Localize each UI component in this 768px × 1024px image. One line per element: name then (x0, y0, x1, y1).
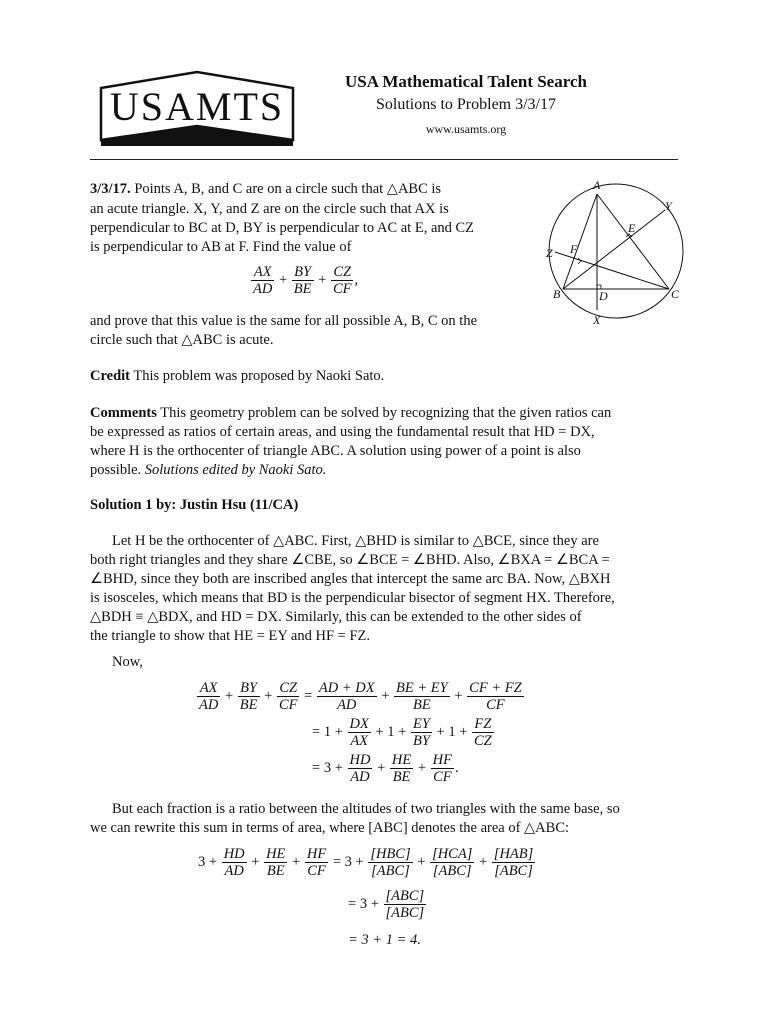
fraction: $\frac{CZ}{CF}$ (332, 264, 352, 297)
problem-line-3: perpendicular to BC at D, BY is perpendicular to AC at E, and CZ (90, 220, 475, 236)
solution-p1-line-2: both right triangles and they share ∠CBE, so ∠BCE = ∠BHD. Also, ∠BXA = ∠BCA = (90, 552, 610, 568)
credit-label: Credit (90, 368, 131, 384)
comments-line-2: be expressed as ratios of certain areas, and using the fundamental result that HD = DX, (90, 424, 595, 440)
equation-1-row-2: = 1 + $\frac{DX}{AX}$ + 1 + $\frac{EY}{BY}$ + 1 + $\frac{FZ}{CZ}$ (312, 716, 492, 749)
fraction: $\frac{BY}{BE}$ (293, 264, 312, 297)
equation-2-row-1: 3 + $\frac{HD}{AD}$ + $\frac{HE}{BE}$ + $\frac{HF}{CF}$ = 3 + $\frac{\text{[HBC]}}{\text{[ABC]}}$ + $\frac{\text{[HCA]}}{\text{[ABC]}}$ + $\frac{\text{[HAB]}}{\text{[ABC]}}$ (198, 846, 534, 879)
problem-subtitle: Solutions to Problem 3/3/17 (375, 96, 556, 113)
label-F: F (570, 242, 578, 256)
solution-p1-line-6: the triangle to show that HE = EY and HF = FZ. (90, 628, 371, 644)
problem-expression: $\frac{AX}{AD}$ + $\frac{BY}{BE}$ + $\frac{CZ}{CF}$ , (253, 264, 359, 297)
solution-heading: Solution 1 by: Justin Hsu (11/CA) (90, 497, 299, 513)
credit-text: This problem was proposed by Naoki Sato. (133, 368, 385, 384)
equation-2-row-3: = 3 + 1 = 4. (348, 932, 421, 948)
solution-p1-line-4: is isosceles, which means that BD is the perpendicular bisector of segment HX. Therefore, (90, 590, 615, 606)
equation-1-row-1: $\frac{AX}{AD}$ + $\frac{BY}{BE}$ + $\frac{CZ}{CF}$ = $\frac{AD + DX}{AD}$ + $\frac{BE + EY}{BE}$ + $\frac{CF + FZ}{CF}$ (199, 680, 522, 713)
label-Z: Z (546, 246, 553, 260)
solution-p1-line-3: ∠BHD, since they both are inscribed angles that intercept the same arc BA. Now, △BXH (90, 571, 611, 587)
problem-line-5: and prove that this value is the same for all possible A, B, C on the (90, 313, 478, 329)
label-A: A (593, 178, 601, 192)
comments-line-1: Comments This geometry problem can be solved by recognizing that the given ratios can (90, 405, 612, 421)
comments-line-4: possible. Solutions edited by Naoki Sato. (90, 462, 327, 478)
equation-1-row-3: = 3 + $\frac{HD}{AD}$ + $\frac{HE}{BE}$ + $\frac{HF}{CF}$ . (312, 752, 459, 785)
svg-text:USAMTS: USAMTS (109, 84, 285, 129)
label-E: E (628, 221, 636, 235)
problem-number: 3/3/17. (90, 181, 131, 197)
label-Y: Y (665, 199, 672, 213)
usamts-logo (97, 68, 297, 146)
comments-line-3: where H is the orthocenter of triangle ABC. A solution using power of a point is also (90, 443, 581, 459)
problem-line-4: is perpendicular to AB at F. Find the value of (90, 239, 352, 255)
problem-line-2: an acute triangle. X, Y, and Z are on the circle such that AX is (90, 201, 449, 217)
fraction: $\frac{AX}{AD}$ (253, 264, 273, 297)
label-X: X (593, 313, 601, 327)
comments-label: Comments (90, 405, 157, 421)
equation-2-row-2: = 3 + $\frac{\text{[ABC]}}{\text{[ABC]}}$ (348, 888, 425, 921)
site-title: USA Mathematical Talent Search (345, 72, 587, 91)
solution-p2-line-2: we can rewrite this sum in terms of area, where [ABC] denotes the area of △ABC: (90, 820, 570, 836)
label-C: C (671, 287, 680, 301)
circle-triangle-figure (537, 172, 695, 330)
label-D: D (599, 289, 608, 303)
label-B: B (553, 287, 561, 301)
site-url[interactable]: www.usamts.org (425, 122, 507, 136)
credit-line (90, 367, 678, 387)
now-text: Now, (112, 654, 143, 670)
editor-note: Solutions edited by Naoki Sato. (144, 462, 327, 478)
solution-p1-line-5: △BDH ≡ △BDX, and HD = DX. Similarly, this can be extended to the other sides of (90, 609, 582, 625)
problem-text-1: Points A, B, and C are on a circle such that △ABC is (134, 181, 442, 197)
problem-line-1 (90, 180, 530, 200)
problem-line-6: circle such that △ABC is acute. (90, 332, 274, 348)
solution-p2-line-1: But each fraction is a ratio between the altitudes of two triangles with the same base, so (112, 801, 620, 817)
solution-p1-line-1: Let H be the orthocenter of △ABC. First, △BHD is similar to △BCE, since they are (112, 533, 599, 549)
header-rule (90, 159, 678, 160)
